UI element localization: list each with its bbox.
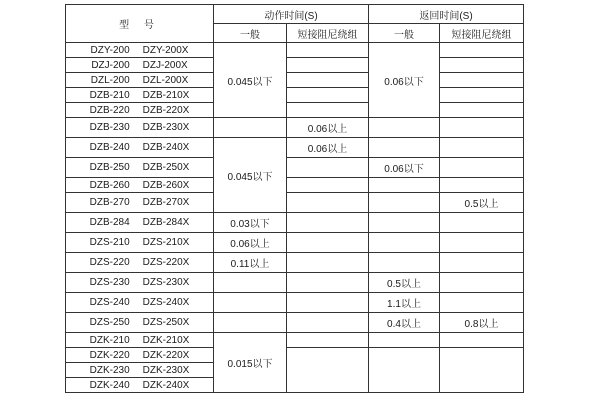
model-cell	[66, 273, 214, 293]
table-row-dzl-200	[66, 73, 524, 88]
model-name-x: DZB-250X	[142, 162, 190, 173]
model-name: DZS-240	[89, 297, 130, 308]
action-damping-empty	[287, 73, 369, 88]
action-damping-empty	[287, 313, 369, 333]
table-row-dzb-250	[66, 158, 524, 178]
model-name: DZK-240	[89, 379, 130, 391]
column-header-action-damping: 短接阻尼绕组	[287, 24, 369, 43]
action-damping-empty	[287, 273, 369, 293]
model-cell	[66, 58, 214, 73]
return-general-value: 0.06以下	[369, 158, 440, 178]
model-name-x: DZS-230X	[142, 277, 190, 288]
return-damping-empty	[440, 88, 524, 103]
model-name: DZS-250	[89, 317, 130, 328]
table-row-dzk-220	[66, 348, 524, 363]
return-general-value: 1.1以上	[369, 293, 440, 313]
return-damping-empty	[440, 178, 524, 193]
column-header-return-damping: 短接阻尼绕组	[440, 24, 524, 43]
return-damping-empty	[440, 158, 524, 178]
action-damping-empty	[287, 103, 369, 118]
model-name-x: DZK-220X	[142, 349, 190, 361]
model-cell	[66, 348, 214, 363]
model-cell	[66, 193, 214, 213]
model-cell	[66, 73, 214, 88]
model-name: DZK-220	[89, 349, 130, 361]
table-row-dzs-210	[66, 233, 524, 253]
model-cell	[66, 158, 214, 178]
model-name: DZB-270	[89, 197, 130, 208]
model-name-x: DZB-220X	[142, 104, 190, 116]
action-general-value: 0.11以上	[214, 253, 287, 273]
model-cell	[66, 213, 214, 233]
model-cell	[66, 103, 214, 118]
action-general-value: 0.06以上	[214, 233, 287, 253]
return-general-empty	[369, 253, 440, 273]
column-header-model: 型 号	[66, 5, 214, 43]
action-damping-empty	[287, 348, 369, 393]
model-name: DZS-230	[89, 277, 130, 288]
table-row-dzs-220	[66, 253, 524, 273]
model-cell	[66, 178, 214, 193]
model-name: DZB-210	[89, 89, 130, 101]
action-general-value: 0.045以下	[214, 138, 287, 213]
table-row-dzb-230	[66, 118, 524, 138]
header-row-1	[66, 5, 524, 24]
model-name-x: DZY-200X	[142, 44, 189, 56]
action-general-value: 0.03以下	[214, 213, 287, 233]
return-general-value: 0.4以上	[369, 313, 440, 333]
table-row-dzs-230	[66, 273, 524, 293]
model-name-x: DZB-260X	[142, 179, 190, 191]
return-general-value: 0.5以上	[369, 273, 440, 293]
action-general-empty	[214, 293, 287, 313]
model-name: DZB-230	[89, 122, 130, 133]
model-cell	[66, 88, 214, 103]
model-name-x: DZJ-200X	[142, 59, 188, 71]
return-damping-value: 0.8以上	[440, 313, 524, 333]
return-damping-empty	[440, 118, 524, 138]
action-damping-value: 0.06以上	[287, 138, 369, 158]
relay-spec-table	[65, 4, 524, 393]
model-name-x: DZS-250X	[142, 317, 190, 328]
action-damping-empty	[287, 253, 369, 273]
action-damping-empty	[287, 193, 369, 213]
action-damping-value: 0.06以上	[287, 118, 369, 138]
return-damping-empty	[440, 253, 524, 273]
return-general-empty	[369, 333, 440, 348]
action-damping-empty	[287, 58, 369, 73]
column-header-return-general: 一般	[369, 24, 440, 43]
table-row-dzb-240	[66, 138, 524, 158]
action-general-value: 0.015以下	[214, 333, 287, 393]
column-header-return-time: 返回时间(S)	[369, 5, 524, 24]
action-general-value: 0.045以下	[214, 43, 287, 118]
table-row-dzb-210	[66, 88, 524, 103]
return-damping-empty	[440, 333, 524, 348]
model-name: DZY-200	[90, 44, 130, 56]
model-name: DZS-220	[89, 257, 130, 268]
action-general-empty	[214, 313, 287, 333]
table-row-dzy-200	[66, 43, 524, 58]
model-name: DZS-210	[89, 237, 130, 248]
return-general-empty	[369, 233, 440, 253]
model-name-x: DZS-220X	[142, 257, 190, 268]
return-general-empty	[369, 138, 440, 158]
table-row-dzb-270	[66, 193, 524, 213]
table-row-dzb-284	[66, 213, 524, 233]
model-cell	[66, 118, 214, 138]
return-damping-empty	[440, 138, 524, 158]
action-damping-empty	[287, 158, 369, 178]
model-name: DZJ-200	[91, 59, 130, 71]
action-damping-empty	[287, 233, 369, 253]
return-general-empty	[369, 213, 440, 233]
action-damping-empty	[287, 88, 369, 103]
model-cell	[66, 378, 214, 393]
return-damping-empty	[440, 43, 524, 58]
model-cell	[66, 233, 214, 253]
action-general-empty	[214, 273, 287, 293]
action-damping-empty	[287, 333, 369, 348]
model-name-x: DZB-230X	[142, 122, 190, 133]
return-damping-value: 0.5以上	[440, 193, 524, 213]
return-damping-empty	[440, 103, 524, 118]
return-damping-empty	[440, 293, 524, 313]
model-name: DZB-260	[89, 179, 130, 191]
model-cell	[66, 333, 214, 348]
model-cell	[66, 293, 214, 313]
return-general-empty	[369, 348, 440, 393]
model-name-x: DZB-270X	[142, 197, 190, 208]
model-name-x: DZK-210X	[142, 334, 190, 346]
model-name-x: DZB-284X	[142, 217, 190, 228]
model-name-x: DZB-240X	[142, 142, 190, 153]
column-header-action-general: 一般	[214, 24, 287, 43]
return-damping-empty	[440, 233, 524, 253]
return-damping-empty	[440, 213, 524, 233]
action-damping-empty	[287, 43, 369, 58]
return-general-empty	[369, 178, 440, 193]
model-name: DZB-220	[89, 104, 130, 116]
action-damping-empty	[287, 178, 369, 193]
return-general-empty	[369, 118, 440, 138]
relay-spec-table-container	[65, 4, 524, 393]
table-row-dzs-240	[66, 293, 524, 313]
return-general-value: 0.06以下	[369, 43, 440, 118]
column-header-action-time: 动作时间(S)	[214, 5, 369, 24]
model-name: DZL-200	[90, 74, 130, 86]
model-name-x: DZS-210X	[142, 237, 190, 248]
model-cell	[66, 253, 214, 273]
model-cell	[66, 138, 214, 158]
model-name-x: DZK-240X	[142, 379, 190, 391]
action-damping-empty	[287, 293, 369, 313]
table-row-dzb-220	[66, 103, 524, 118]
model-name-x: DZS-240X	[142, 297, 190, 308]
table-row-dzk-210	[66, 333, 524, 348]
return-damping-empty	[440, 273, 524, 293]
model-name-x: DZK-230X	[142, 364, 190, 376]
model-cell	[66, 363, 214, 378]
model-name: DZK-210	[89, 334, 130, 346]
return-damping-empty	[440, 73, 524, 88]
model-cell	[66, 313, 214, 333]
model-cell	[66, 43, 214, 58]
table-row-dzs-250	[66, 313, 524, 333]
action-damping-empty	[287, 213, 369, 233]
model-name: DZB-284	[89, 217, 130, 228]
model-name: DZB-240	[89, 142, 130, 153]
return-damping-empty	[440, 58, 524, 73]
model-name-x: DZB-210X	[142, 89, 190, 101]
model-name: DZK-230	[89, 364, 130, 376]
return-damping-empty	[440, 348, 524, 393]
table-row-dzj-200	[66, 58, 524, 73]
model-name: DZB-250	[89, 162, 130, 173]
action-general-empty	[214, 118, 287, 138]
return-general-empty	[369, 193, 440, 213]
table-row-dzb-260	[66, 178, 524, 193]
model-name-x: DZL-200X	[142, 74, 189, 86]
